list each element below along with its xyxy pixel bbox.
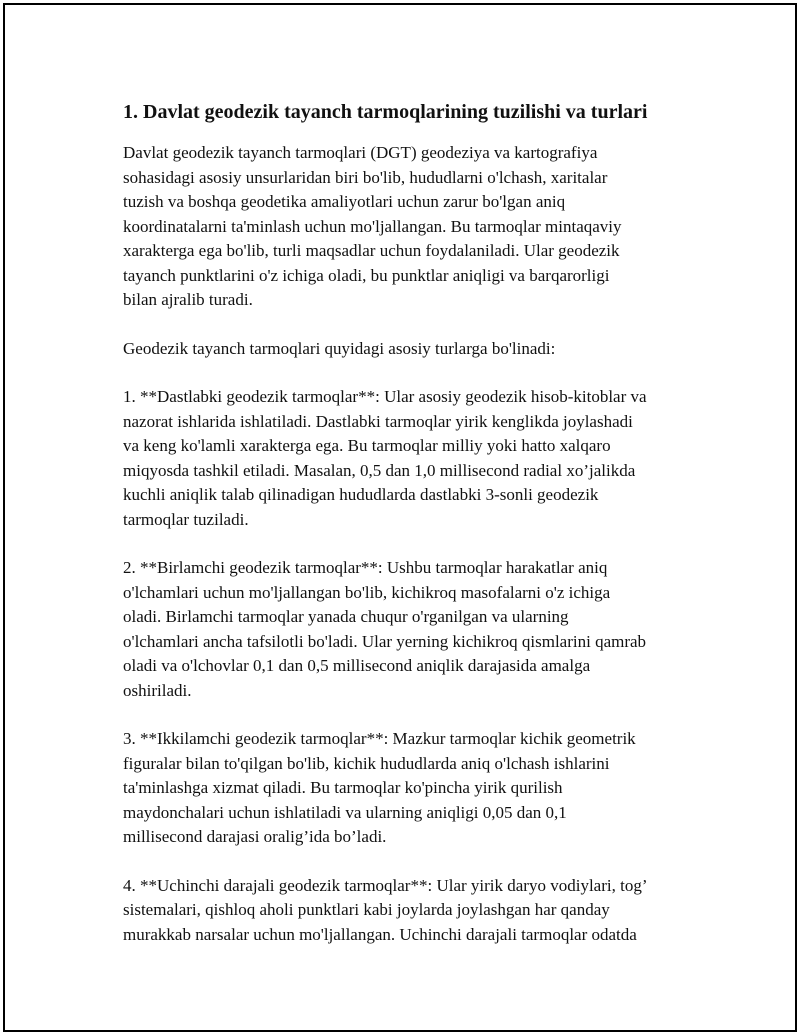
text-line: 4. **Uchinchi darajali geodezik tarmoqlar**: Ular yirik daryo vodiylari, tog’ bbox=[123, 875, 648, 895]
text-line: Geodezik tayanch tarmoqlari quyidagi asosiy turlarga bo'linadi: bbox=[123, 338, 556, 358]
text-line: nazorat ishlarida ishlatiladi. Dastlabki tarmoqlar yirik kenglikda joylashadi bbox=[123, 411, 633, 431]
text-line: oshiriladi. bbox=[123, 680, 192, 700]
text-line: oladi va o'lchovlar 0,1 dan 0,5 millisecond aniqlik darajasida amalga bbox=[123, 656, 591, 675]
text-line: millisecond darajasi oralig’ida bo’ladi. bbox=[123, 827, 387, 846]
text-line: sistemalari, qishloq aholi punktlari kabi joylarda joylashgan har qanday bbox=[123, 900, 610, 919]
text-line: murakkab narsalar uchun mo'ljallangan. Uchinchi darajali tarmoqlar odatda bbox=[123, 924, 637, 944]
text-line: tarmoqlar tuziladi. bbox=[123, 509, 249, 529]
text-line: koordinatalarni ta'minlash uchun mo'ljallangan. Bu tarmoqlar mintaqaviy bbox=[123, 216, 622, 236]
paragraph-type-2 bbox=[123, 556, 703, 703]
text-line: oladi. Birlamchi tarmoqlar yanada chuqur o'rganilgan va ularning bbox=[123, 607, 569, 626]
paragraph-type-3 bbox=[123, 727, 703, 850]
text-line: bilan ajralib turadi. bbox=[123, 290, 253, 309]
paragraph-intro bbox=[123, 141, 703, 313]
text-line: va keng ko'lamli xarakterga ega. Bu tarmoqlar milliy yoki hatto xalqaro bbox=[123, 436, 611, 455]
text-line: Davlat geodezik tayanch tarmoqlari (DGT) geodeziya va kartografiya bbox=[123, 143, 598, 162]
text-line: o'lchamlari ancha tafsilotli bo'ladi. Ular yerning kichikroq qismlarini qamrab bbox=[123, 631, 647, 651]
page-frame bbox=[3, 3, 797, 1032]
document-title: 1. Davlat geodezik tayanch tarmoqlarining tuzilishi va turlari bbox=[123, 101, 648, 123]
paragraph-types-intro bbox=[123, 337, 703, 362]
text-line: xarakterga ega bo'lib, turli maqsadlar uchun foydalaniladi. Ular geodezik bbox=[123, 241, 620, 260]
text-line: ta'minlashga xizmat qiladi. Bu tarmoqlar ko'pincha yirik qurilish bbox=[123, 778, 563, 797]
text-line: miqyosda tashkil etiladi. Masalan, 0,5 dan 1,0 millisecond radial xo’jalikda bbox=[123, 460, 636, 480]
text-line: kuchli aniqlik talab qilinadigan hududlarda dastlabki 3-sonli geodezik bbox=[123, 485, 599, 504]
text-line: maydonchalari uchun ishlatiladi va ularning aniqligi 0,05 dan 0,1 bbox=[123, 802, 567, 822]
document-body bbox=[123, 97, 703, 971]
text-line: o'lchamlari uchun mo'ljallangan bo'lib, kichikroq masofalarni o'z ichiga bbox=[123, 582, 611, 602]
text-line: sohasidagi asosiy unsurlaridan biri bo'lib, hududlarni o'lchash, xaritalar bbox=[123, 167, 608, 187]
paragraph-type-4 bbox=[123, 874, 703, 948]
text-line: tuzish va boshqa geodetika amaliyotlari uchun zarur bo'lgan aniq bbox=[123, 192, 566, 211]
text-line: tayanch punktlarini o'z ichiga oladi, bu punktlar aniqligi va barqarorligi bbox=[123, 265, 610, 285]
paragraph-type-1 bbox=[123, 385, 703, 532]
text-line: 1. **Dastlabki geodezik tarmoqlar**: Ular asosiy geodezik hisob-kitoblar va bbox=[123, 387, 647, 406]
text-line: 2. **Birlamchi geodezik tarmoqlar**: Ushbu tarmoqlar harakatlar aniq bbox=[123, 558, 608, 577]
text-line: figuralar bilan to'qilgan bo'lib, kichik hududlarda aniq o'lchash ishlarini bbox=[123, 753, 610, 773]
text-line: 3. **Ikkilamchi geodezik tarmoqlar**: Mazkur tarmoqlar kichik geometrik bbox=[123, 729, 636, 748]
